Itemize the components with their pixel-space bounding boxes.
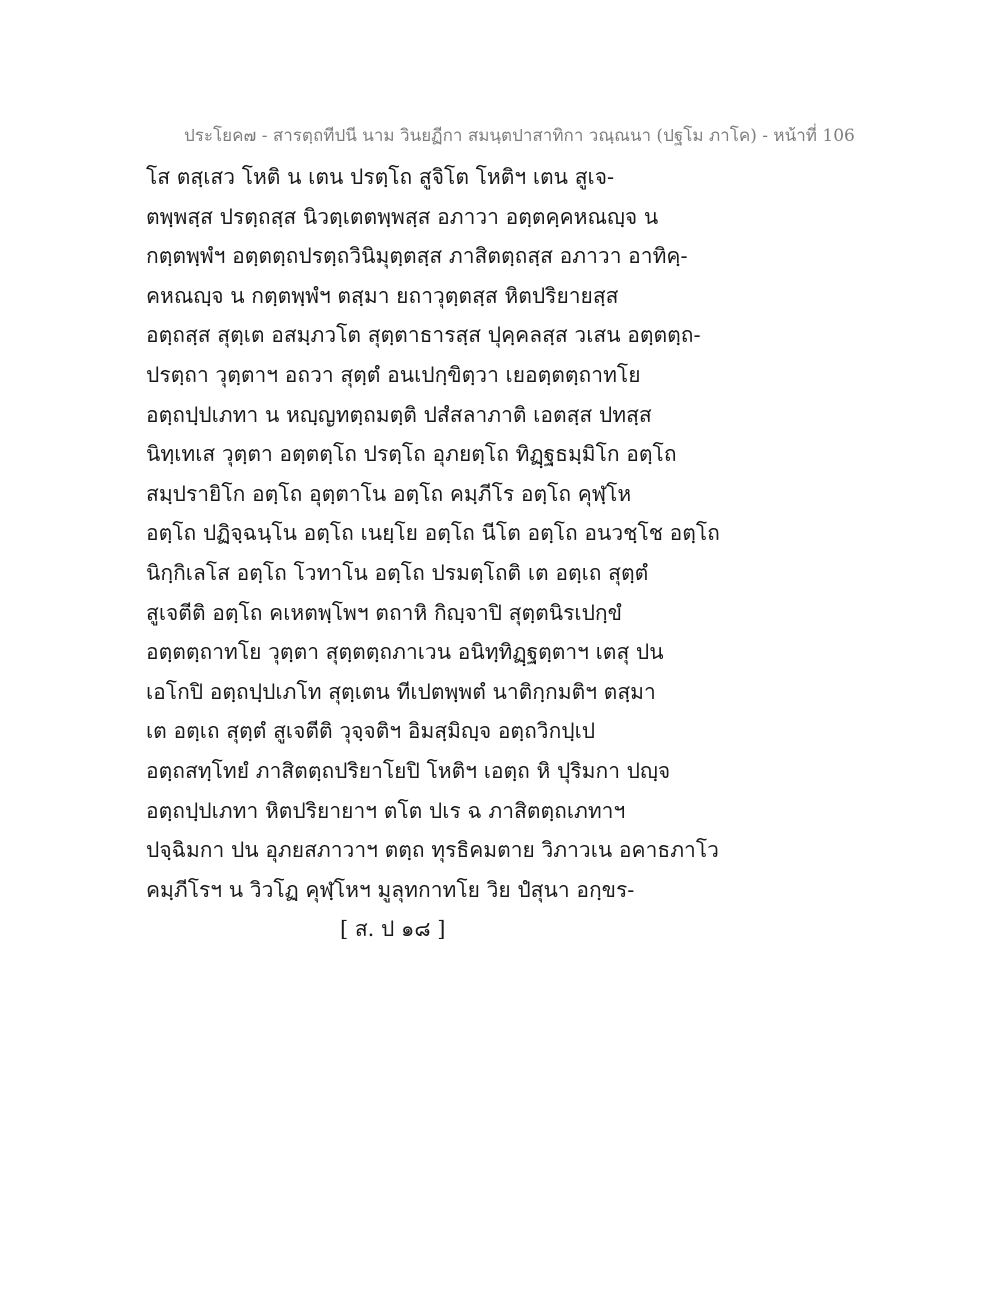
text-line: คหณญฺจ น กตฺตพฺพํฯ ตสฺมา ยถาวุตฺตสฺส หิตปริยายสฺส <box>146 283 619 308</box>
text-line: สูเจตีติ อตฺโถ คเหตพฺโพฯ ตถาหิ กิญฺจาปิ สุตฺตนิรเปกฺขํ <box>146 600 622 625</box>
text-line: เอโกปิ อตฺถปฺปเภโท สุตฺเตน ทีเปตพฺพตํ นาติกฺกมติฯ ตสฺมา <box>146 679 656 704</box>
text-line: กตฺตพฺพํฯ อตฺตตฺถปรตฺถวินิมุตฺตสฺส ภาสิตตฺถสฺส อภาวา อาทิคฺ- <box>146 244 688 269</box>
text-line: เต อตฺเถ สุตฺตํ สูเจตีติ วุจฺจติฯ อิมสฺมิญฺจ อตฺถวิกปฺเป <box>146 719 596 744</box>
text-line: คมฺภีโรฯ น วิวโฏ คุฬฺโหฯ มูลุทกาทโย วิย ปํสุนา อกฺขร- <box>146 877 635 902</box>
text-line: อตฺตตฺถาทโย วุตฺตา สุตฺตตฺถภาเวน อนิทฺทิฏฺฐตฺตาฯ เตสุ ปน <box>146 640 664 665</box>
text-line: นิกฺกิเลโส อตฺโถ โวทาโน อตฺโถ ปรมตฺโถติ เต อตฺเถ สุตฺตํ <box>146 560 649 585</box>
text-line: อตฺถสฺส สุตฺเต อสมฺภวโต สุตฺตาธารสฺส ปุคฺคลสฺส วเสน อตฺตตฺถ- <box>146 323 701 348</box>
body-text <box>146 158 866 910</box>
text-line: ตพฺพสฺส ปรตฺถสฺส นิวตฺเตตพฺพสฺส อภาวา อตฺตคฺคหณญฺจ น <box>146 204 659 229</box>
footer-reference: [ ส. ป ๑๘ ] <box>340 917 446 941</box>
running-header: ประโยค๗ - สารตฺถทีปนี นาม วินยฏีกา สมนฺตปาสาทิกา วณฺณนา (ปฐโม ภาโค) - หน้าที่ 106 <box>184 126 855 146</box>
text-line: อตฺถสทฺโทยํ ภาสิตตฺถปริยาโยปิ โหติฯ เอตฺถ หิ ปุริมกา ปญฺจ <box>146 758 671 783</box>
text-line: อตฺถปฺปเภทา หิตปริยายาฯ ตโต ปเร ฉ ภาสิตตฺถเภทาฯ <box>146 798 626 823</box>
text-line: โส ตสฺเสว โหติ น เตน ปรตฺโถ สูจิโต โหติฯ เตน สูเจ- <box>146 165 615 189</box>
text-line: อตฺถปฺปเภทา น หญฺญทตฺถมตฺติ ปสํสลาภาติ เอตสฺส ปทสฺส <box>146 402 652 427</box>
text-line: สมฺปรายิโก อตฺโถ อุตฺตาโน อตฺโถ คมฺภีโร อตฺโถ คุฬฺโห <box>146 481 632 506</box>
text-line: นิทฺเทเส วุตฺตา อตฺตตฺโถ ปรตฺโถ อุภยตฺโถ ทิฏฺฐธมฺมิโก อตฺโถ <box>146 442 677 467</box>
text-line: ปรตฺถา วุตฺตาฯ อถวา สุตฺตํ อนเปกฺขิตฺวา เยอตฺตตฺถาทโย <box>146 362 641 387</box>
text-line: ปจฺฉิมกา ปน อุภยสภาวาฯ ตตฺถ ทุรธิคมตาย วิภาวเน อคาธภาโว <box>146 838 719 863</box>
text-line: อตฺโถ ปฏิจฺฉนฺโน อตฺโถ เนยฺโย อตฺโถ นีโต อตฺโถ อนวชฺโช อตฺโถ <box>146 521 720 546</box>
